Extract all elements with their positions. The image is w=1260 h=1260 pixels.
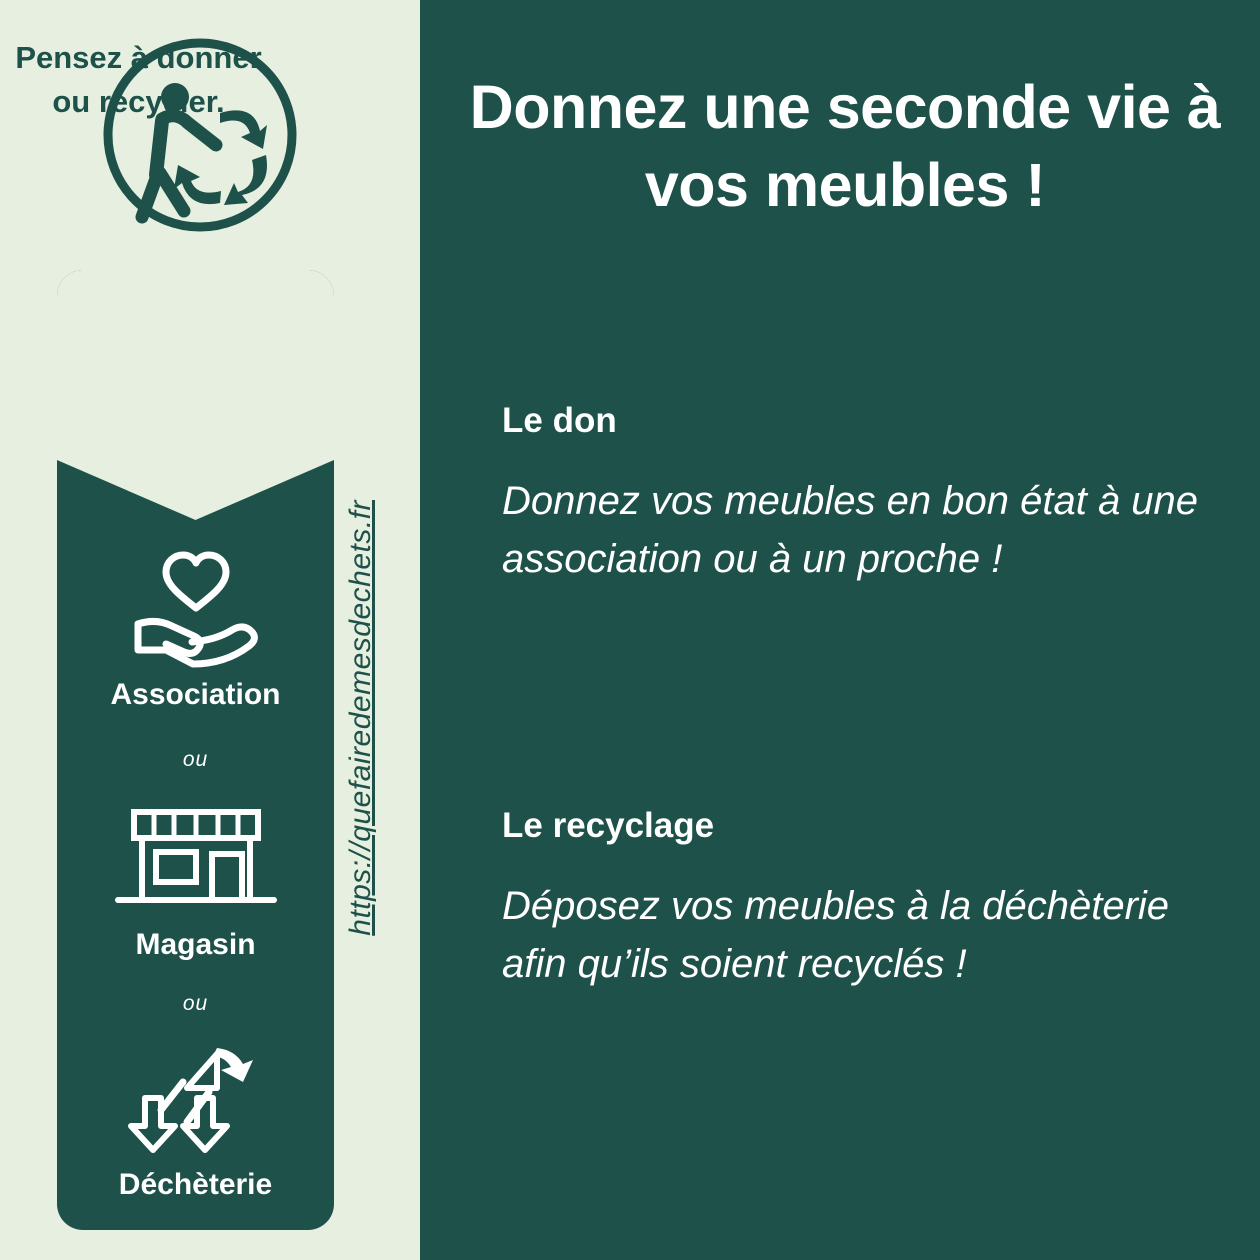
step-label: Magasin: [135, 928, 256, 961]
shop-icon: [57, 800, 334, 918]
hand-heart-icon: [57, 550, 334, 668]
section-title: Le recyclage: [502, 806, 715, 845]
separator-ou-2: ou: [182, 992, 209, 1015]
step-magasin[interactable]: [57, 800, 334, 962]
section-le-don: [502, 400, 1202, 588]
step-association[interactable]: [57, 550, 334, 712]
recycling-center-icon: [57, 1040, 334, 1158]
separator-ou-1: ou: [182, 748, 209, 771]
step-dechetterie[interactable]: [57, 1040, 334, 1202]
callout-text: Pensez à donner ou recycler.: [15, 40, 262, 120]
section-le-recyclage: [502, 805, 1202, 993]
section-body: Déposez vos meubles à la déchèterie afin qu’ils soient recyclés !: [502, 884, 1170, 986]
page-title: Donnez une seconde vie à vos meubles !: [469, 73, 1221, 220]
website-url-link[interactable]: https://quefairedemesdechets.fr: [344, 500, 377, 936]
section-title: Le don: [502, 401, 617, 440]
step-label: Déchèterie: [118, 1168, 273, 1201]
left-column: [0, 0, 420, 1260]
right-panel: [420, 0, 1260, 1260]
section-body: Donnez vos meubles en bon état à une association ou à un proche !: [502, 479, 1199, 581]
step-label: Association: [110, 678, 281, 711]
